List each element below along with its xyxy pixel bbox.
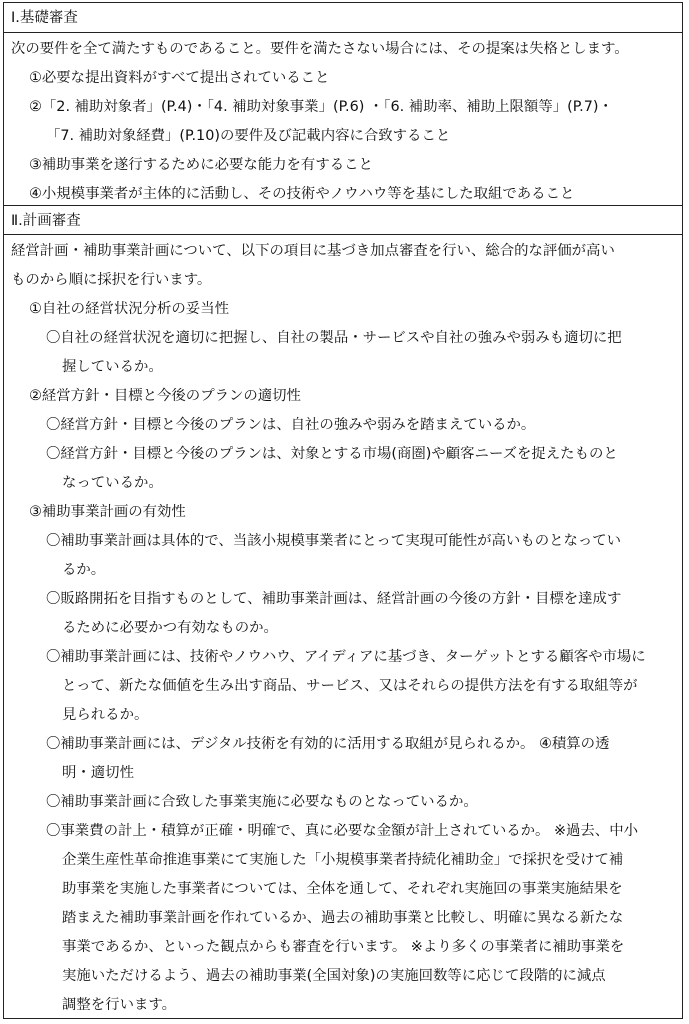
criterion-4-item-b-cont1: 企業生産性革命推進事業にて実施した「小規模事業者持続化補助金」で採択を受けて補 [62,852,624,868]
criterion-3-item-b: 〇販路開拓を目指すものとして、補助事業計画は、経営計画の今後の方針・目標を達成す [46,591,622,607]
criteria-table [3,2,683,1019]
criterion-3-title: ③補助事業計画の有効性 [29,504,186,520]
section2-body [4,235,682,1020]
criterion-3-item-b-cont: るために必要かつ有効なものか。 [62,620,278,636]
requirement-3: ③補助事業を遂行するために必要な能力を有すること [29,157,373,173]
criterion-1-title: ①自社の経営状況分析の妥当性 [29,301,229,317]
criterion-4-item-b-cont6: 調整を行います。 [62,997,176,1013]
requirement-4: ④小規模事業者が主体的に活動し、その技術やノウハウ等を基にした取組であること [29,186,575,202]
criterion-4-item-b-cont3: 踏まえた補助事業計画を作れているか、過去の補助事業と比較し、明確に異なる新たな [62,910,624,926]
criterion-3-item-c-cont1: とって、新たな価値を生み出す商品、サービス、又はそれらの提供方法を有する取組等が [62,678,638,694]
criterion-4-item-b-cont5: 実施いただけるよう、過去の補助事業(全国対象)の実施回数等に応じて段階的に減点 [62,968,606,984]
requirement-2-cont: 「7. 補助対象経費」(P.10)の要件及び記載内容に合致すること [46,128,451,144]
requirement-2: ②「2. 補助対象者」(P.4)・「4. 補助対象事業」(P.6) ・「6. 補助率、補助上限額等」(P.7)・ [29,99,613,115]
section2-intro-cont: ものから順に採択を行います。 [11,272,212,288]
section1-body [4,33,682,205]
criterion-1-item: 〇自社の経営状況を適切に把握し、自社の製品・サービスや自社の強みや弱みも適切に把 [46,330,622,346]
criterion-3-item-a: 〇補助事業計画は具体的で、当該小規模事業者にとって実現可能性が高いものとなってい [46,533,622,549]
criterion-2-item-a: 〇経営方針・目標と今後のプランは、自社の強みや弱みを踏まえているか。 [46,417,536,433]
criterion-2-item-b-cont: なっているか。 [62,475,163,491]
criterion-3-item-d: 〇補助事業計画には、デジタル技術を有効的に活用する取組が見られるか。 ④積算の透 [46,736,610,752]
section1-header: Ⅰ.基礎審査 [4,3,682,33]
criterion-1-item-cont: 握しているか。 [62,359,163,375]
criterion-3-item-a-cont: るか。 [62,562,106,578]
requirement-1: ①必要な提出資料がすべて提出されていること [29,70,330,86]
criterion-4-item-b-cont2: 助事業を実施した事業者については、全体を通して、それぞれ実施回の事業実施結果を [62,881,623,897]
criterion-4-item-b: 〇事業費の計上・積算が正確・明確で、真に必要な金額が計上されているか。 ※過去、中小 [46,823,638,839]
criterion-2-item-b: 〇経営方針・目標と今後のプランは、対象とする市場(商圏)や顧客ニーズを捉えたものと [46,446,618,462]
criterion-4-item-b-cont4: 事業であるか、といった観点からも審査を行います。 ※より多くの事業者に補助事業を [62,939,625,955]
criterion-3-item-c: 〇補助事業計画には、技術やノウハウ、アイディアに基づき、ターゲットとする顧客や市場に [46,649,646,665]
criterion-3-item-c-cont2: 見られるか。 [62,707,149,723]
criterion-4-item-a: 〇補助事業計画に合致した事業実施に必要なものとなっているか。 [46,794,478,810]
section2-header: Ⅱ.計画審査 [4,205,682,235]
criterion-3-item-d-cont: 明・適切性 [62,765,134,781]
section1-intro: 次の要件を全て満たすものであること。要件を満たさない場合には、その提案は失格とします。 [11,41,629,57]
section2-intro: 経営計画・補助事業計画について、以下の項目に基づき加点審査を行い、総合的な評価が高い [11,243,615,259]
criterion-2-title: ②経営方針・目標と今後のプランの適切性 [29,388,301,404]
